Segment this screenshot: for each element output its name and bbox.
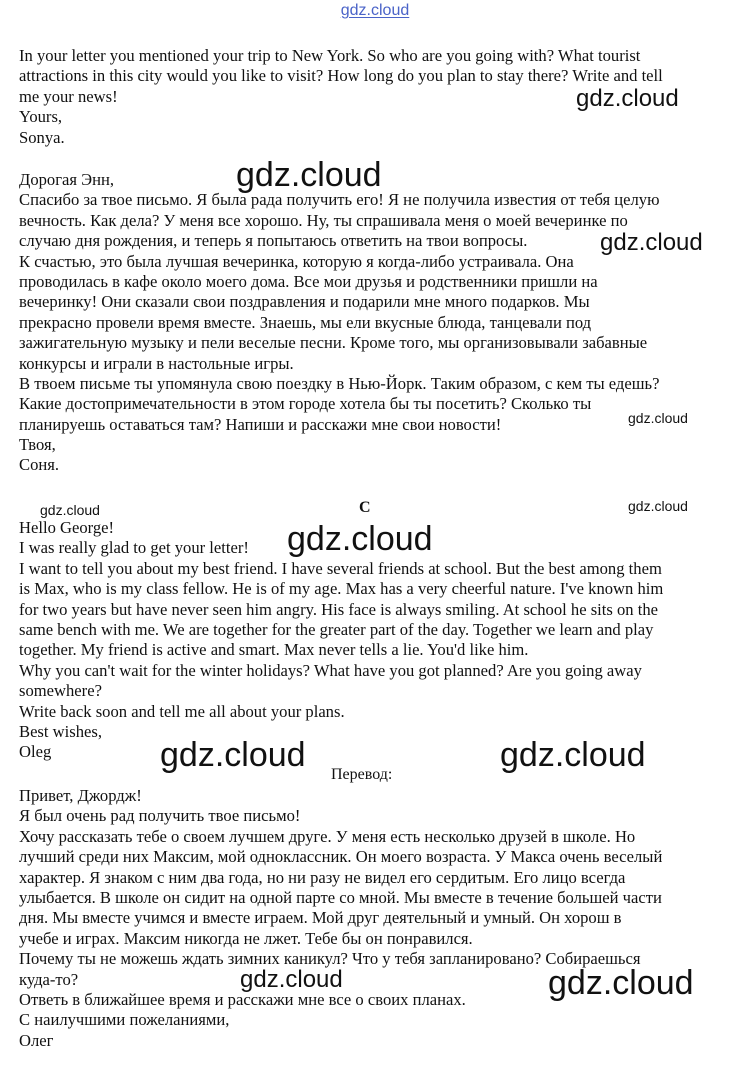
watermark: gdz.cloud: [500, 736, 646, 774]
text-line: Я был очень рад получить твое письмо!: [19, 806, 301, 826]
text-line: Твоя,: [19, 435, 56, 455]
section-marker: C: [359, 499, 371, 516]
text-line: I was really glad to get your letter!: [19, 538, 249, 558]
text-line: I want to tell you about my best friend. I have several friends at school. But the best among them: [19, 558, 662, 578]
text-line: Hello George!: [19, 518, 115, 537]
text-line: планируешь оставаться там? Напиши и расскажи мне свои новости!: [19, 414, 502, 434]
text-line: Соня.: [19, 455, 60, 475]
text-line: проводилась в кафе около моего дома. Все мои друзья и родственники пришли на: [19, 271, 598, 291]
text-line: Привет, Джордж!: [19, 786, 142, 805]
watermark: gdz.cloud: [600, 229, 703, 256]
watermark: gdz.cloud: [160, 736, 306, 774]
watermark: gdz.cloud: [240, 966, 343, 993]
text-line: Олег: [19, 1030, 54, 1050]
text-line: вечность. Как дела? У меня все хорошо. Ну, ты спрашивала меня о моей вечеринке по: [19, 210, 628, 230]
watermark: gdz.cloud: [628, 498, 688, 514]
text-line: вечеринку! Они сказали свои поздравления и подарили мне много подарков. Мы: [19, 292, 590, 312]
watermark: gdz.cloud: [40, 502, 100, 518]
translation-label: Перевод:: [331, 766, 393, 783]
text-line: конкурсы и играли в настольные игры.: [19, 353, 294, 373]
text-line: Why you can't wait for the winter holidays? What have you got planned? Are you going away: [19, 660, 642, 680]
text-line: куда-то?: [19, 969, 79, 989]
text-line: Почему ты не можешь ждать зимних каникул? Что у тебя запланировано? Собираешься: [19, 949, 641, 969]
text-line: In your letter you mentioned your trip to New York. So who are you going with? What tourist: [19, 46, 641, 65]
text-line: same bench with me. We are together for the greater part of the day. Together we learn and play: [19, 619, 654, 639]
text-line: прекрасно провели время вместе. Знаешь, мы ели вкусные блюда, танцевали под: [19, 312, 592, 332]
text-line: attractions in this city would you like to visit? How long do you plan to stay there? Write and tell: [19, 66, 663, 86]
text-line: характер. Я знаком с ним два года, но ни разу не видел его сердитым. Его лицо всегда: [19, 867, 626, 887]
text-line: is Max, who is my class fellow. He is of my age. Max has a very cheerful nature. I've known him: [19, 579, 664, 599]
text-line: Write back soon and tell me all about your plans.: [19, 701, 345, 721]
text-line: Sonya.: [19, 127, 65, 147]
text-line: together. My friend is active and smart. Max never tells a lie. You'd like him.: [19, 640, 529, 660]
text-line: дня. Мы вместе учимся и вместе играем. Мой друг деятельный и умный. Он хорош в: [19, 908, 622, 928]
text-line: случаю дня рождения, и теперь я попытаюсь ответить на твои вопросы.: [19, 231, 528, 251]
text-line: зажигательную музыку и пели веселые песни. Кроме того, мы организовывали забавные: [19, 333, 648, 353]
text-line: Yours,: [19, 107, 63, 127]
watermark: gdz.cloud: [236, 156, 382, 194]
watermark: gdz.cloud: [576, 85, 679, 112]
text-line: улыбается. В школе он сидит на одной парте со мной. Мы вместе в течение большей части: [19, 887, 662, 907]
site-link[interactable]: gdz.cloud: [340, 2, 410, 19]
text-line: Oleg: [19, 742, 52, 762]
text-line: Ответь в ближайшее время и расскажи мне все о своих планах.: [19, 989, 466, 1009]
text-line: me your news!: [19, 86, 118, 106]
letter-one-russian: [19, 170, 719, 476]
text-line: somewhere?: [19, 681, 102, 701]
text-line: В твоем письме ты упомянула свою поездку в Нью-Йорк. Таким образом, с кем ты едешь?: [19, 373, 660, 393]
text-line: Best wishes,: [19, 721, 102, 741]
text-line: for two years but have never seen him angry. His face is always smiling. At school he sits on the: [19, 599, 659, 619]
text-line: учебе и играх. Максим никогда не лжет. Тебе бы он понравился.: [19, 928, 473, 948]
letter-two-russian: [19, 786, 719, 1051]
text-line: Дорогая Энн,: [19, 170, 115, 189]
watermark: gdz.cloud: [287, 520, 433, 558]
text-line: К счастью, это была лучшая вечеринка, которую я когда-либо устраивала. Она: [19, 251, 574, 271]
text-line: Хочу рассказать тебе о своем лучшем друге. У меня есть несколько друзей в школе. Но: [19, 826, 636, 846]
watermark: gdz.cloud: [628, 410, 688, 426]
text-line: С наилучшими пожеланиями,: [19, 1010, 230, 1030]
text-line: Какие достопримечательности в этом городе хотела бы ты посетить? Сколько ты: [19, 394, 592, 414]
watermark: gdz.cloud: [548, 964, 694, 1002]
text-line: Спасибо за твое письмо. Я была рада получить его! Я не получила известия от тебя целую: [19, 190, 660, 210]
text-line: лучший среди них Максим, мой одноклассник. Он моего возраста. У Макса очень веселый: [19, 847, 663, 867]
